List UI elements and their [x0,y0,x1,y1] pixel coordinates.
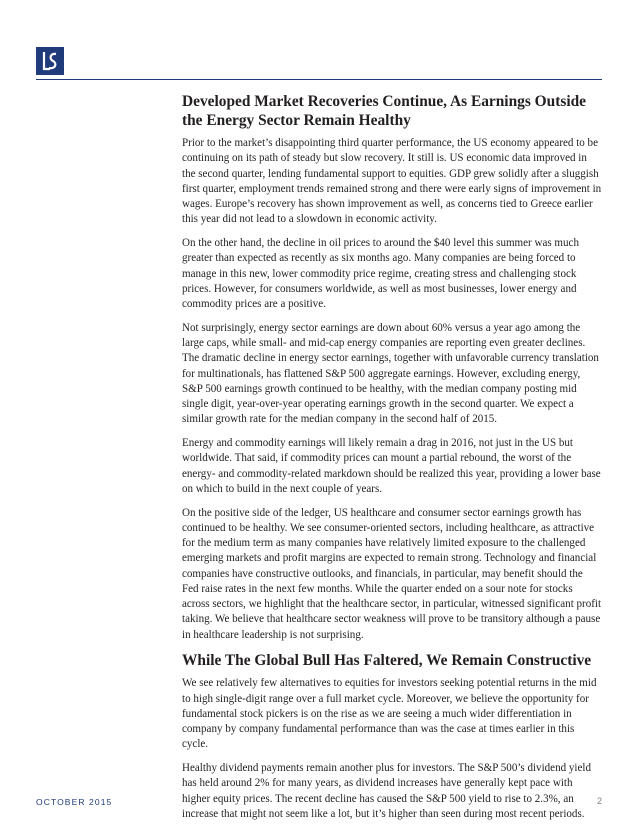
article-body [182,92,602,831]
section-heading: Developed Market Recoveries Continue, As Earnings Outside the Energy Sector Remain Healthy [182,93,586,129]
ls-monogram-logo [36,47,64,75]
body-paragraph: Energy and commodity earnings will likely remain a drag in 2016, not just in the US but worldwide. That said, if commodity prices can mount a partial rebound, the worst of the energy- and commodity-related markdown should be realized this year, providing a lower base on which to build in the next couple of years. [182,437,601,495]
ls-monogram-icon [36,47,64,75]
body-paragraph: Not surprisingly, energy sector earnings are down about 60% versus a year ago among the large caps, while small- and mid-cap energy companies are reporting even greater declines. The dramatic decline in energy sector earnings, together with unfavorable currency translation for multinationals, has flattened S&P 500 aggregate earnings. However, excluding energy, S&P 500 earnings growth continued to be healthy, with the median company posting mid single digit, year-over-year operating earnings growth in the second quarter. We expect a similar growth rate for the median company in the second half of 2015. [182,321,599,426]
body-paragraph: Healthy dividend payments remain another plus for investors. The S&P 500’s dividend yield has held around 2% for many years, as dividend increases have generally kept pace with higher equity prices. The recent decline has caused the S&P 500 yield to rise to 2.3%, an increase that might not seem like a lot, but it’s higher than seen during most recent periods. [182,762,591,820]
section-heading: While The Global Bull Has Faltered, We Remain Constructive [182,652,592,670]
body-paragraph: Prior to the market’s disappointing third quarter performance, the US economy appeared to be continuing on its path of steady but slow recovery. It still is. US economic data improved in the second quarter, lending fundamental support to equities. GDP grew solidly after a sluggish first quarter, employment trends remained strong and there were early signs of improvement in wages. Europe’s recovery has shown improvement as well, as concerns tied to Greece earlier this year did not lead to a slowdown in economic activity. [182,137,602,226]
page-number: 2 [596,796,602,806]
body-paragraph: On the positive side of the ledger, US healthcare and consumer sector earnings growth has continued to be healthy. We see consumer-oriented sectors, including healthcare, as attractive for the medium term as many companies have relatively limited exposure to the challenged emerging markets and profit margins are expected to remain strong. Technology and financial companies have constructive outlooks, and financials, in particular, may benefit should the Fed raise rates in the next few months. While the quarter ended on a sour note for stocks across sectors, we highlight that the healthcare sector, in particular, witnessed significant profit taking. We believe that healthcare sector weakness will prove to be transitory although a pause in healthcare leadership is not surprising. [182,506,602,641]
header-rule [36,79,602,80]
body-paragraph: On the other hand, the decline in oil prices to around the $40 level this summer was much greater than expected as recently as six months ago. Many companies are being forced to manage in this new, lower commodity price regime, creating stress and challenging stock prices. However, for consumers worldwide, as well as most businesses, lower energy and commodity prices are a positive. [182,237,579,310]
body-paragraph: We see relatively few alternatives to equities for investors seeking potential returns in the mid to high single-digit range over a full market cycle. Moreover, we believe the opportunity for fundamental stock pickers is on the rise as we are seeing a much wider differentiation in company by company fundamental performance than was the case at times earlier in this cycle. [182,677,597,751]
footer-date: OCTOBER 2015 [36,797,113,807]
